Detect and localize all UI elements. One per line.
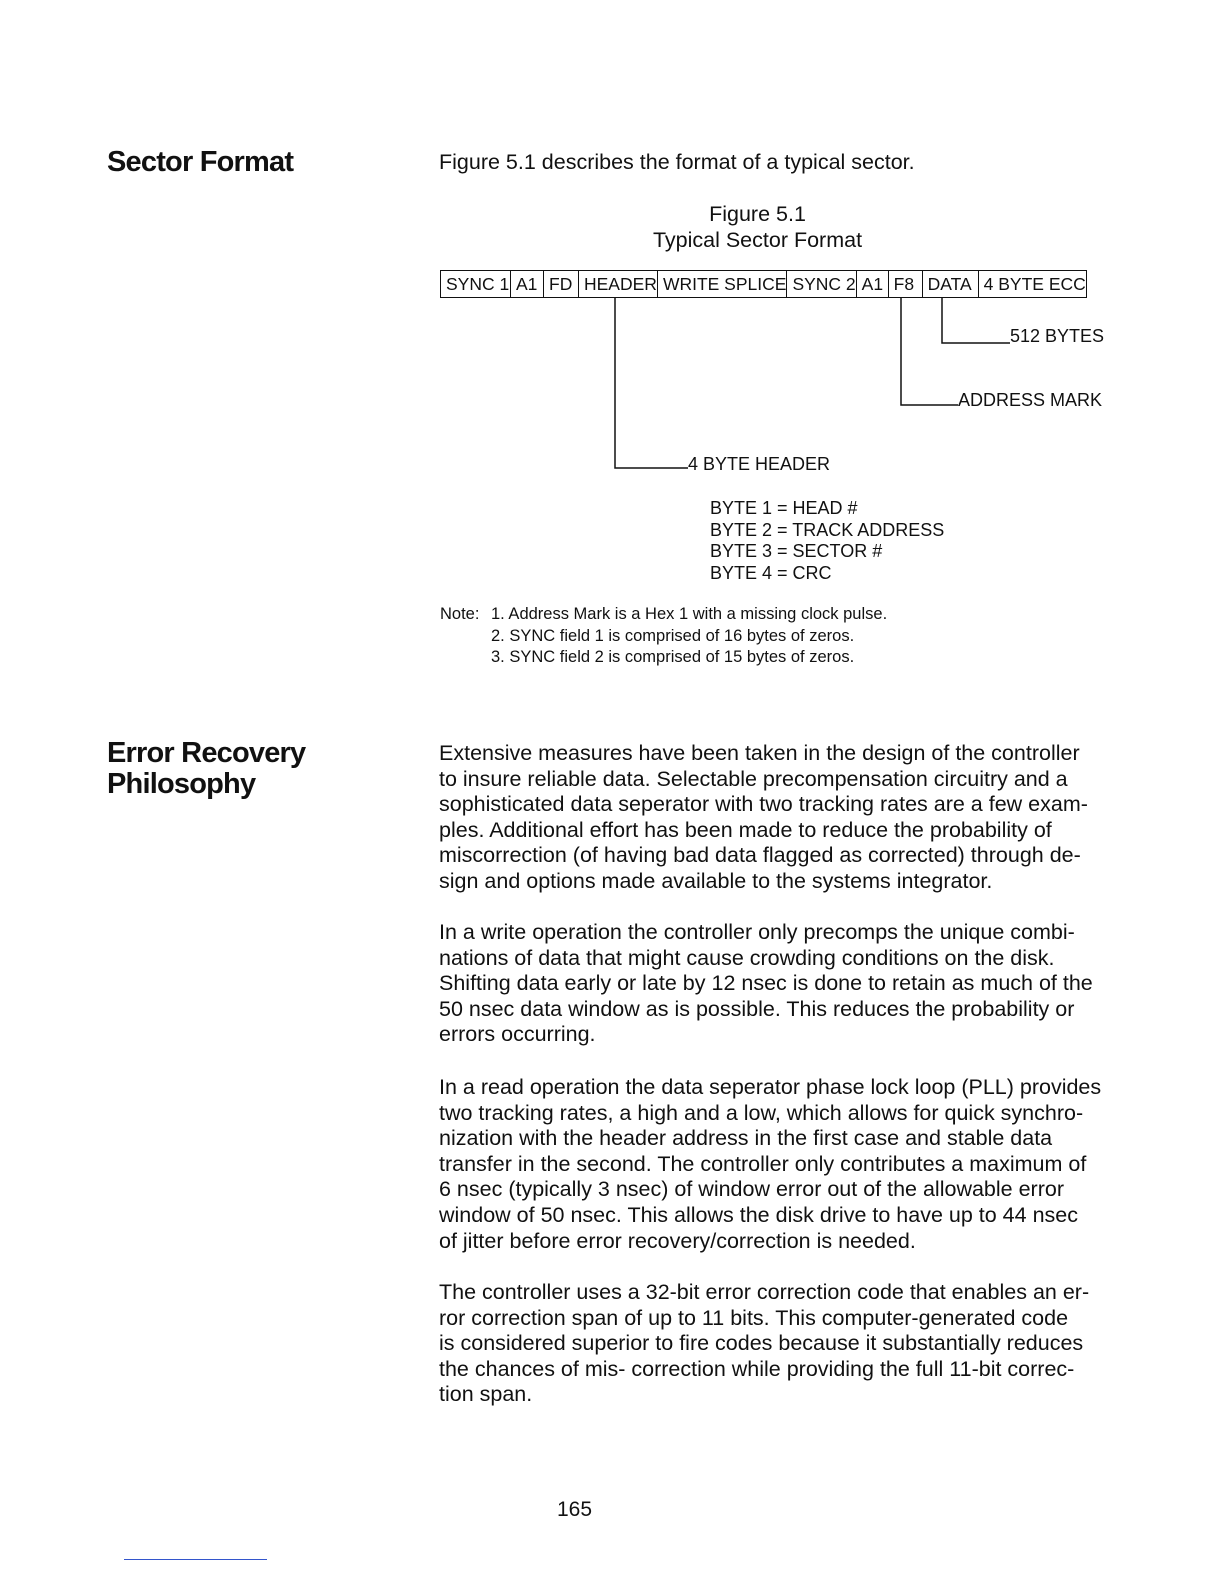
- data-bytes-label: 512 BYTES: [1010, 326, 1105, 346]
- field-write-splice: WRITE SPLICE: [657, 271, 787, 298]
- intro-text: Figure 5.1 describes the format of a typical sector.: [439, 150, 915, 174]
- header-byte-item: BYTE 2 = TRACK ADDRESS: [710, 519, 945, 540]
- paragraph-line: of jitter before error recovery/correction is needed.: [439, 1228, 916, 1253]
- note-row: [440, 604, 887, 626]
- field-ecc: 4 BYTE ECC: [978, 271, 1086, 298]
- paragraph-line: window of 50 nsec. This allows the disk drive to have up to 44 nsec: [439, 1202, 1078, 1227]
- footer-rule: [124, 1559, 267, 1560]
- paragraph-line: nations of data that might cause crowding conditions on the disk.: [439, 945, 1055, 970]
- note-item: 3. SYNC field 2 is comprised of 15 bytes of zeros.: [491, 648, 855, 666]
- heading-text: Sector Format: [107, 146, 294, 178]
- paragraph-line: Extensive measures have been taken in the design of the controller: [439, 741, 1080, 765]
- field-data: DATA: [922, 271, 978, 298]
- field-sync-1: SYNC 1: [441, 271, 511, 298]
- address-mark-callout-line: [901, 298, 958, 405]
- figure-notes: [440, 604, 887, 669]
- note-item: 1. Address Mark is a Hex 1 with a missing clock pulse.: [491, 605, 888, 623]
- paragraph-line: the chances of mis- correction while providing the full 11-bit correc-: [439, 1356, 1075, 1381]
- sector-format-table: [440, 270, 1087, 298]
- paragraph-line: to insure reliable data. Selectable precompensation circuitry and a: [439, 766, 1068, 791]
- field-sync-2: SYNC 2: [787, 271, 856, 298]
- header-callout-line: [615, 298, 688, 468]
- heading-line: Philosophy: [107, 768, 256, 800]
- figure-number: Figure 5.1: [709, 202, 806, 226]
- sector-field-row: [441, 271, 1087, 298]
- section-heading-error-recovery: [107, 738, 305, 800]
- data-callout-line: [942, 298, 1010, 343]
- header-byte-item: BYTE 1 = HEAD #: [710, 498, 858, 518]
- paragraph-line: two tracking rates, a high and a low, which allows for quick synchro-: [439, 1100, 1084, 1125]
- paragraph-line: ples. Additional effort has been made to reduce the probability of: [439, 817, 1052, 842]
- header-byte-item: BYTE 4 = CRC: [710, 562, 832, 583]
- paragraph-line: sophisticated data seperator with two tracking rates are a few exam-: [439, 792, 1088, 817]
- header-byte-list: [710, 498, 944, 584]
- section-heading-sector-format: [107, 147, 293, 178]
- field-fd: FD: [544, 271, 579, 298]
- address-mark-label: ADDRESS MARK: [958, 390, 1103, 410]
- paragraph-line: 50 nsec data window as is possible. This reduces the probability or: [439, 996, 1075, 1021]
- field-a1-2: A1: [856, 271, 888, 298]
- note-item: 2. SYNC field 1 is comprised of 16 bytes of zeros.: [491, 626, 855, 645]
- paragraph: [439, 920, 1093, 1048]
- paragraph-line: ror correction span of up to 11 bits. This computer-generated code: [439, 1305, 1069, 1330]
- paragraph-line: transfer in the second. The controller only contributes a maximum of: [439, 1151, 1087, 1176]
- paragraph-line: tion span.: [439, 1382, 533, 1407]
- header-byte-item: BYTE 3 = SECTOR #: [710, 541, 883, 561]
- figure-title: Typical Sector Format: [652, 228, 863, 252]
- heading-line: Error Recovery: [107, 737, 306, 769]
- paragraph-line: nization with the header address in the first case and stable data: [439, 1126, 1053, 1151]
- field-a1: A1: [511, 271, 544, 298]
- field-header: HEADER: [579, 271, 658, 298]
- field-f8: F8: [888, 271, 922, 298]
- callout-lines: [0, 0, 1224, 600]
- paragraph: [439, 1280, 1089, 1408]
- figure-caption: [600, 201, 915, 253]
- paragraph-line: is considered superior to fire codes because it substantially reduces: [439, 1331, 1084, 1356]
- paragraph-line: The controller uses a 32-bit error correction code that enables an er-: [439, 1280, 1090, 1304]
- paragraph: [439, 1075, 1102, 1254]
- paragraph-line: sign and options made available to the systems integrator.: [439, 868, 993, 893]
- page-number: 165: [557, 1498, 593, 1521]
- paragraph-line: In a write operation the controller only precomps the unique combi-: [439, 920, 1075, 944]
- paragraph-line: miscorrection (of having bad data flagged as corrected) through de-: [439, 843, 1081, 868]
- paragraph-line: 6 nsec (typically 3 nsec) of window error out of the allowable error: [439, 1177, 1064, 1202]
- paragraph-line: Shifting data early or late by 12 nsec is done to retain as much of the: [439, 971, 1093, 996]
- paragraph-line: In a read operation the data seperator phase lock loop (PLL) provides: [439, 1075, 1102, 1099]
- paragraph: [439, 741, 1089, 895]
- header-bytes-label: 4 BYTE HEADER: [688, 454, 831, 474]
- notes-label: Note:: [440, 605, 480, 623]
- paragraph-line: errors occurring.: [439, 1022, 596, 1047]
